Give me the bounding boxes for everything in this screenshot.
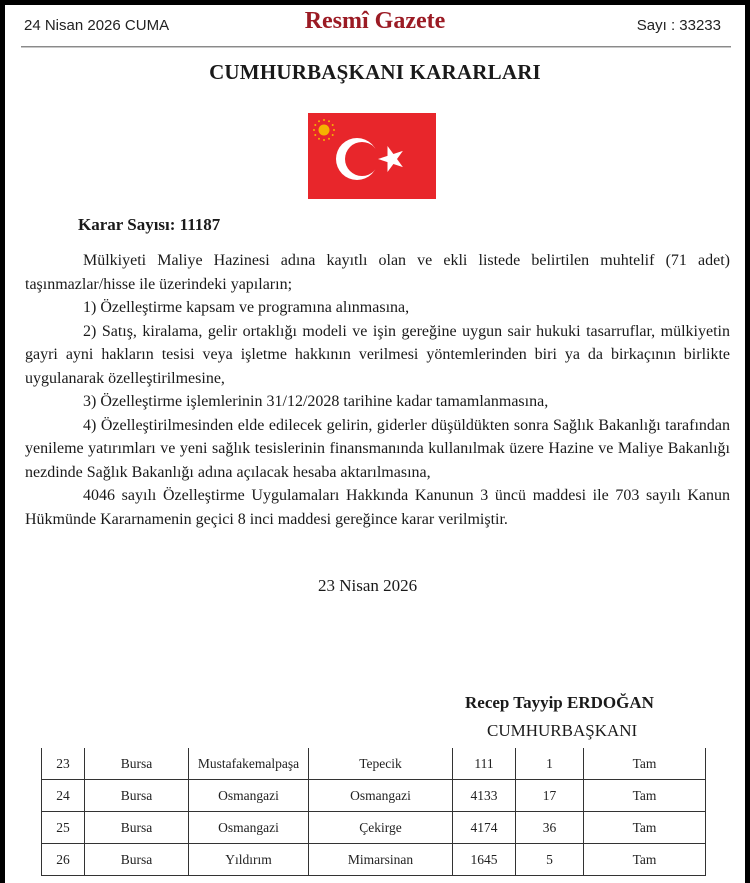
signer-name: Recep Tayyip ERDOĞAN	[465, 693, 654, 712]
masthead-divider	[21, 46, 731, 48]
parcel-cell: 1	[516, 748, 584, 780]
block-cell: 111	[453, 748, 516, 780]
crescent-inner	[345, 142, 379, 176]
section-title: CUMHURBAŞKANI KARARLARI	[209, 60, 541, 84]
neighborhood-cell: Tepecik	[309, 748, 453, 780]
province-cell: Bursa	[85, 812, 189, 844]
parcel-table	[41, 748, 706, 876]
parcel-cell: 17	[516, 780, 584, 812]
neighborhood-cell: Mimarsinan	[309, 844, 453, 876]
share-cell: Tam	[584, 844, 706, 876]
table-row	[42, 748, 706, 780]
share-cell: Tam	[584, 748, 706, 780]
decision-number: Karar Sayısı: 11187	[78, 215, 221, 234]
province-cell: Bursa	[85, 780, 189, 812]
decision-paragraph: 2) Satış, kiralama, gelir ortaklığı modeli ve işin gereğine uygun sair hukuki tasarruflar, mülkiyetin gayri ayni hakların tesisi veya işletme hakkının verilmesi yöntemlerinden biri ya da birkaçının birlikte uygulanarak özelleştirilmesine,	[25, 322, 730, 387]
masthead	[5, 5, 745, 47]
neighborhood-cell: Osmangazi	[309, 780, 453, 812]
district-cell: Yıldırım	[189, 844, 309, 876]
issue-number: Sayı : 33233	[636, 17, 721, 34]
decision-paragraph: 3) Özelleştirme işlemlerinin 31/12/2028 tarihine kadar tamamlanmasına,	[83, 393, 549, 410]
gazette-page	[5, 5, 745, 883]
decision-paragraph: 1) Özelleştirme kapsam ve programına alınmasına,	[83, 299, 410, 316]
row-number-cell: 24	[42, 780, 85, 812]
issue-date: 24 Nisan 2026 CUMA	[24, 17, 170, 34]
block-cell: 4133	[453, 780, 516, 812]
row-number-cell: 26	[42, 844, 85, 876]
district-cell: Osmangazi	[189, 780, 309, 812]
signer-title: CUMHURBAŞKANI	[487, 721, 638, 740]
share-cell: Tam	[584, 812, 706, 844]
parcel-cell: 5	[516, 844, 584, 876]
province-cell: Bursa	[85, 748, 189, 780]
block-cell: 1645	[453, 844, 516, 876]
row-number-cell: 25	[42, 812, 85, 844]
parcel-cell: 36	[516, 812, 584, 844]
share-cell: Tam	[584, 780, 706, 812]
table-row	[42, 812, 706, 844]
district-cell: Osmangazi	[189, 812, 309, 844]
decision-paragraph: 4) Özelleştirilmesinden elde edilecek gelirin, giderler düşüldükten sonra Sağlık Bakanlığı tarafından yenileme yatırımları ve yeni sağlık tesislerinin finansmanında kullanılmak üzere Hazine ve Maliye Bakanlığı nezdinde Sağlık Bakanlığı adına açılacak hesaba aktarılmasına,	[25, 416, 730, 481]
turkish-flag-icon	[308, 113, 436, 199]
table-row	[42, 844, 706, 876]
province-cell: Bursa	[85, 844, 189, 876]
decision-date: 23 Nisan 2026	[318, 576, 418, 595]
decision-body	[25, 249, 730, 531]
block-cell: 4174	[453, 812, 516, 844]
decision-paragraph: 4046 sayılı Özelleştirme Uygulamaları Hakkında Kanunun 3 üncü maddesi ile 703 sayılı Kanun Hükmünde Kararnamenin geçici 8 inci maddesi gereğince karar verilmiştir.	[25, 487, 730, 528]
publication-title: Resmî Gazete	[304, 8, 446, 34]
table-row	[42, 780, 706, 812]
district-cell: Mustafakemalpaşa	[189, 748, 309, 780]
row-number-cell: 23	[42, 748, 85, 780]
decision-paragraph: Mülkiyeti Maliye Hazinesi adına kayıtlı olan ve ekli listede belirtilen muhtelif (71 adet) taşınmazlar/hisse ile üzerindeki yapıların;	[25, 252, 730, 293]
neighborhood-cell: Çekirge	[309, 812, 453, 844]
